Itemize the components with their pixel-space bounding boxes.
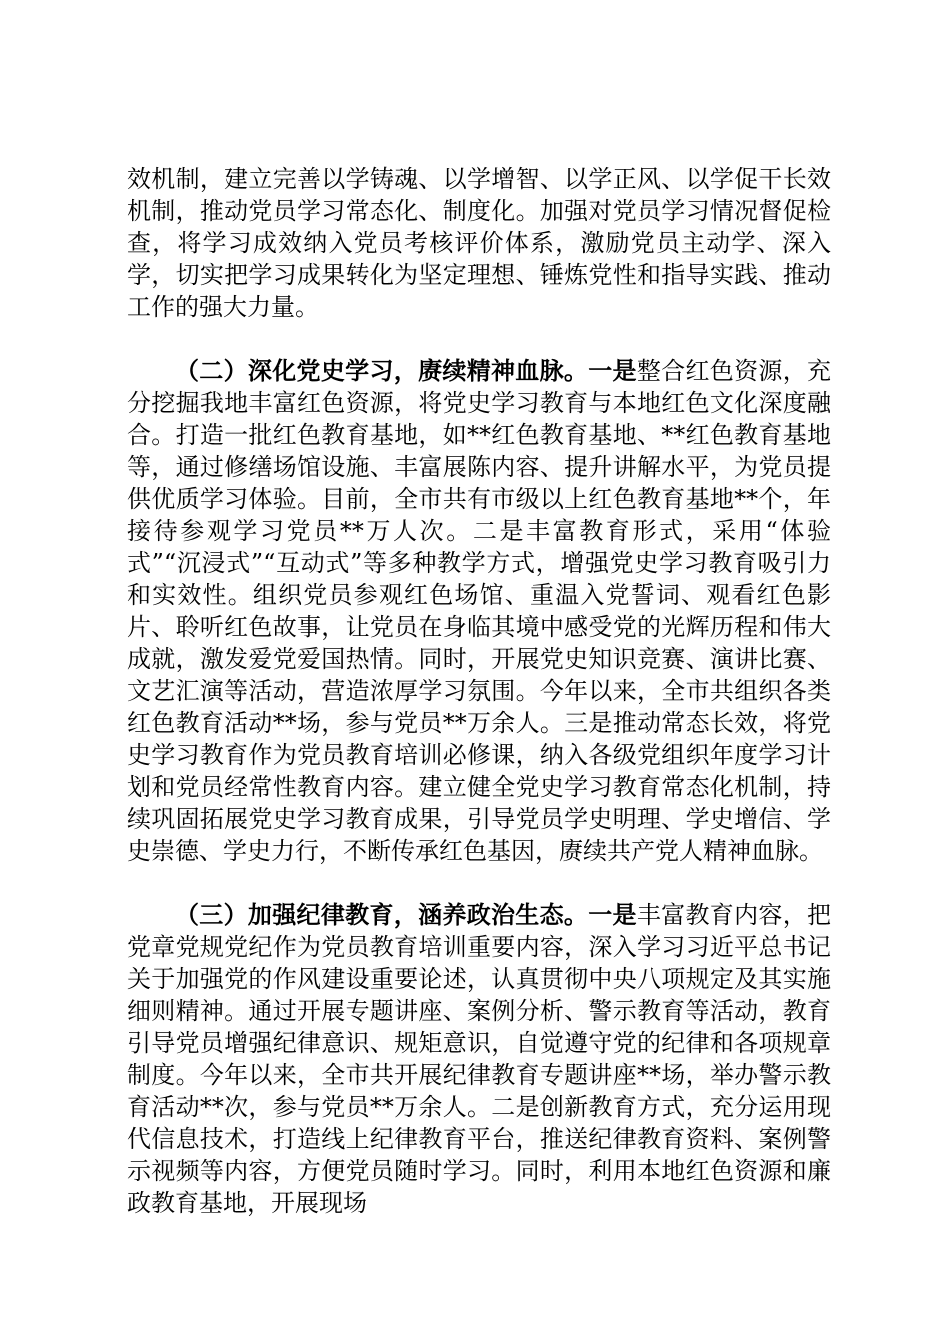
paragraph-text: 效机制，建立完善以学铸魂、以学增智、以学正风、以学促干长效机制，推动党员学习常态化、制度化。加强对党员学习情况督促检查，将学习成效纳入党员考核评价体系，激励党员主动学、深入学，切实把学习成果转化为坚定理想、锤炼党性和指导实践、推动工作的强大力量。 xyxy=(127,165,831,321)
section-heading: （二）深化党史学习，赓续精神血脉。 xyxy=(175,357,589,385)
lead-phrase: 一是 xyxy=(588,357,637,385)
paragraph-text: 整合红色资源，充分挖掘我地丰富红色资源，将党史学习教育与本地红色文化深度融合。打造一批红色教育基地，如**红色教育基地、**红色教育基地等，通过修缮场馆设施、丰富展陈内容、提升讲解水平，为党员提供优质学习体验。目前，全市共有市级以上红色教育基地**个，年接待参观学习党员**万人次。二是丰富教育形式，采用“体验式”“沉浸式”“互动式”等多种教学方式，增强党史学习教育吸引力和实效性。组织党员参观红色场馆、重温入党誓词、观看红色影片、聆听红色故事，让党员在身临其境中感受党的光辉历程和伟大成就，激发爱党爱国热情。同时，开展党史知识竞赛、演讲比赛、文艺汇演等活动，营造浓厚学习氛围。今年以来，全市共组织各类红色教育活动**场，参与党员**万余人。三是推动常态长效，将党史学习教育作为党员教育培训必修课，纳入各级党组织年度学习计划和党员经常性教育内容。建立健全党史学习教育常态化机制，持续巩固拓展党史学习教育成果，引导党员学史明理、学史增信、学史崇德、学史力行，不断传承红色基因，赓续共产党人精神血脉。 xyxy=(127,357,832,865)
document-page xyxy=(127,163,831,1251)
paragraph-party-history xyxy=(127,355,831,867)
paragraph-text: 丰富教育内容，把党章党规党纪作为党员教育培训重要内容，深入学习习近平总书记关于加强党的作风建设重要论述，认真贯彻中央八项规定及其实施细则精神。通过开展专题讲座、案例分析、警示教育等活动，教育引导党员增强纪律意识、规矩意识，自觉遵守党的纪律和各项规章制度。今年以来，全市共开展纪律教育专题讲座**场，举办警示教育活动**次，参与党员**万余人。二是创新教育方式，充分运用现代信息技术，打造线上纪律教育平台，推送纪律教育资料、案例警示视频等内容，方便党员随时学习。同时，利用本地红色资源和廉政教育基地，开展现场 xyxy=(127,901,832,1217)
paragraph-discipline xyxy=(127,899,831,1219)
paragraph-continuation xyxy=(127,163,831,323)
lead-phrase: 一是 xyxy=(588,901,637,929)
section-heading: （三）加强纪律教育，涵养政治生态。 xyxy=(175,901,589,929)
